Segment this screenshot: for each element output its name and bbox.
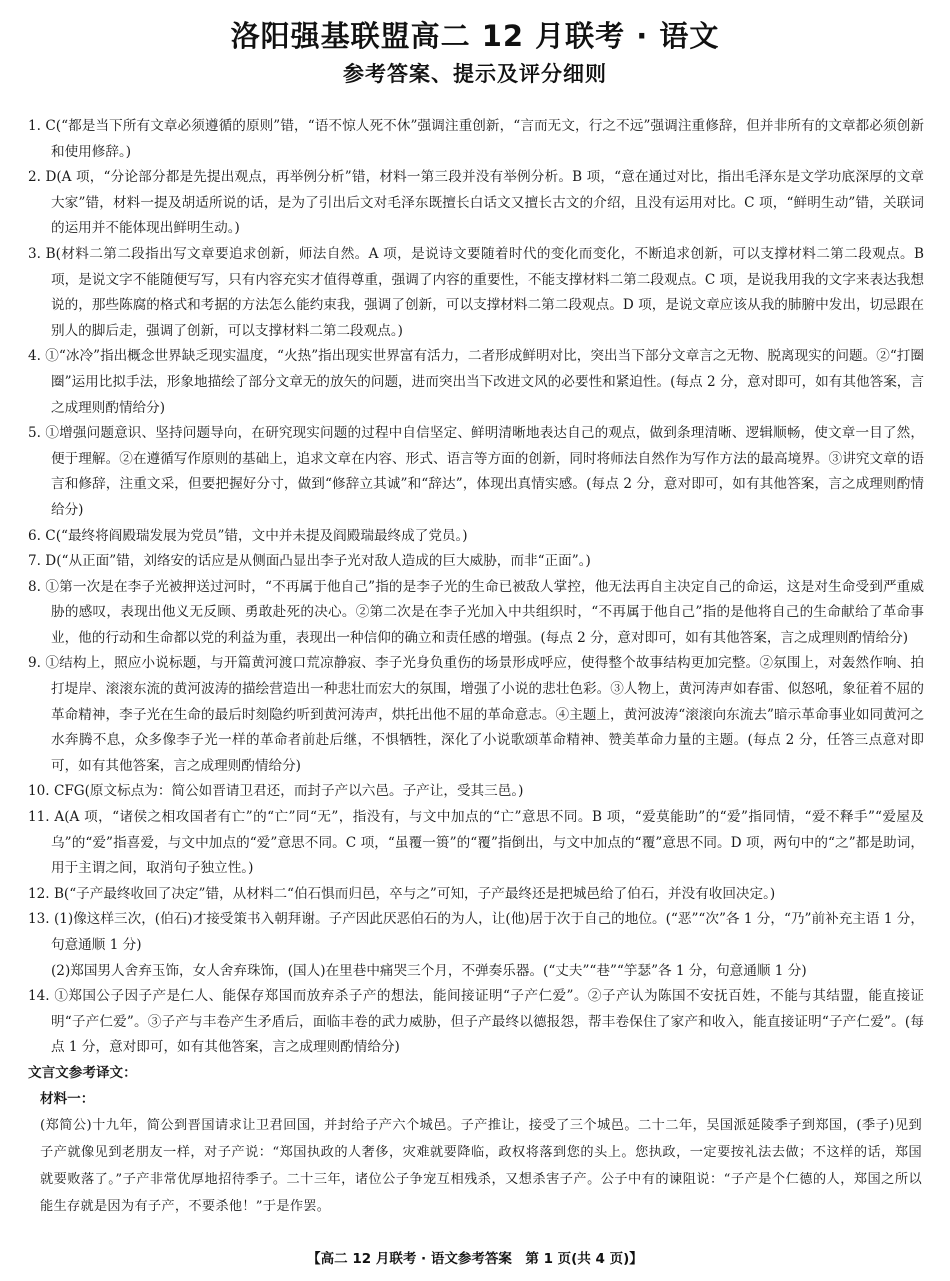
answer-item-9: 9. ①结构上，照应小说标题，与开篇黄河渡口荒凉静寂、李子光身负重伤的场景形成呼应，使得整个故事结构更加完整。②氛围上，对轰然作响、拍打堤岸、滚滚东流的黄河波涛的描绘营造出一种悲壮而宏大的氛围，增强了小说的悲壮色彩。③人物上，黄河涛声如春雷、似怒吼，象征着不屈的革命精神，李子光在生命的最后时刻隐约听到黄河涛声，烘托出他不屈的革命意志。④主题上，黄河波涛“滚滚向东流去”暗示革命事业如同黄河之水奔腾不息，众多像李子光一样的革命者前赴后继，不惧牺牲，深化了小说歌颂革命精神、赞美革命力量的主题。(每点 2 分，任答三点意对即可，如有其他答案，言之成理则酌情给分): [28, 655, 924, 774]
answer-item-12: 12. B(“子产最终收回了决定”错，从材料二“伯石惧而归邑，卒与之”可知，子产最终还是把城邑给了伯石，并没有收回决定。): [28, 885, 776, 902]
answer-content: [28, 114, 924, 1220]
answer-item-7: 7. D(“从正面”错，刘络安的话应是从侧面凸显出李子光对敌人造成的巨大威胁，而非“正面”。): [28, 553, 591, 570]
answer-item-8: 8. ①第一次是在李子光被押送过河时，“不再属于他自己”指的是李子光的生命已被敌人掌控，他无法再自主决定自己的命运，这是对生命受到严重威胁的感叹，表现出他义无反顾、勇敢赴死的决心。②第二次是在李子光加入中共组织时，“不再属于他自己”指的是他将自己的生命献给了革命事业，他的行动和生命都以党的利益为重，表现出一种信仰的确立和责任感的增强。(每点 2 分，意对即可，如有其他答案，言之成理则酌情给分): [28, 578, 924, 646]
page-title: 洛阳强基联盟高二 12 月联考 · 语文: [230, 19, 720, 53]
answer-item-2: 2. D(A 项，“分论部分都是先提出观点，再举例分析”错，材料一第三段并没有举例分析。B 项，“意在通过对比，指出毛泽东是文学功底深厚的文章大家”错，材料一提及胡适所说的话，是为了引出后文对毛泽东既擅长白话文又擅长古文的介绍，且没有运用对比。C 项，“鲜明生动”错，关联词的运用并不能体现出鲜明生动。): [28, 169, 924, 237]
answer-item-10: 10. CFG(原文标点为：简公如晋请卫君还，而封子产以六邑。子产让，受其三邑。): [28, 783, 524, 800]
answer-item-5: 5. ①增强问题意识、坚持问题导向，在研究现实问题的过程中自信坚定、鲜明清晰地表达自己的观点，做到条理清晰、逻辑顺畅，使文章一目了然，便于理解。②在遵循写作原则的基础上，追求文章在内容、形式、语言等方面的创新，同时将师法自然作为写作方法的最高境界。③讲究文章的语言和修辞，注重文采，但要把握好分寸，做到“修辞立其诚”和“辞达”，体现出真情实感。(每点 2 分，意对即可，如有其他答案，言之成理则酌情给分): [28, 425, 924, 518]
answer-item-11: 11. A(A 项，“诸侯之相攻国者有亡”的“亡”同“无”，指没有，与文中加点的“亡”意思不同。B 项，“爱莫能助”的“爱”指同情，“爱不释手”“爱屋及乌”的“爱”指喜爱，与文中加点的“爱”意思不同。C 项，“虽覆一篑”的“覆”指倒出，与文中加点的“覆”意思不同。D 项，两句中的“之”都是助词，用于主谓之间，取消句子独立性。): [28, 809, 924, 877]
page-subtitle: 参考答案、提示及评分细则: [343, 62, 607, 86]
answer-item-3: 3. B(材料二第二段指出写文章要追求创新，师法自然。A 项，是说诗文要随着时代的变化而变化，不断追求创新，可以支撑材料二第二段观点。B 项，是说文字不能随便写写，只有内容充实才值得尊重，强调了内容的重要性，不能支撑材料二第二段观点。C 项，是说我用我的文字来表达我想说的，那些陈腐的格式和考据的方法怎么能约束我，强调了创新，可以支撑材料二第二段观点。D 项，是说文章应该从我的肺腑中发出，切忌跟在别人的脚后走，强调了创新，可以支撑材料二第二段观点。): [28, 245, 924, 339]
answer-item-13-2: (2)郑国男人舍弃玉饰，女人舍弃珠饰，(国人)在里巷中痛哭三个月，不弹奏乐器。(“丈夫”“巷”“竽瑟”各 1 分，句意通顺 1 分): [51, 962, 807, 979]
answer-item-14: 14. ①郑国公子因子产是仁人、能保存郑国而放弃杀子产的想法，能间接证明“子产仁爱”。②子产认为陈国不安抚百姓，不能与其结盟，能直接证明“子产仁爱”。③子产与丰卷产生矛盾后，面临丰卷的武力威胁，但子产最终以德报怨，帮丰卷保住了家产和收入，能直接证明“子产仁爱”。(每点 1 分，意对即可，如有其他答案，言之成理则酌情给分): [28, 988, 924, 1056]
answer-item-4: 4. ①“冰冷”指出概念世界缺乏现实温度，“火热”指出现实世界富有活力，二者形成鲜明对比，突出当下部分文章言之无物、脱离现实的问题。②“打圈圈”运用比拟手法，形象地描绘了部分文章无的放矢的问题，进而突出当下改进文风的必要性和紧迫性。(每点 2 分，意对即可，如有其他答案，言之成理则酌情给分): [28, 348, 924, 416]
translation-heading: 文言文参考译文：: [28, 1064, 137, 1081]
answer-item-6: 6. C(“最终将阎殿瑞发展为党员”错，文中并未提及阎殿瑞最终成了党员。): [28, 527, 468, 544]
page-footer: 【高二 12 月联考 · 语文参考答案 第 1 页(共 4 页)】: [307, 1251, 643, 1267]
answer-item-13-1: 13. (1)像这样三次，(伯石)才接受策书入朝拜谢。子产因此厌恶伯石的为人，让(他)居于次于自己的地位。(“恶”“次”各 1 分，“乃”前补充主语 1 分，句意通顺 1 分): [28, 911, 924, 953]
translation-text: (郑简公)十九年，简公到晋国请求让卫君回国，并封给子产六个城邑。子产推让，接受了三个城邑。二十二年，吴国派延陵季子到郑国，(季子)见到子产就像见到老朋友一样，对子产说：“郑国执政的人奢侈，灾难就要降临，政权将落到您的头上。您执政，一定要按礼法去做；不这样的话，郑国就要败落了。”子产非常优厚地招待季子。二十三年，诸位公子争宠互相残杀，又想杀害子产。公子中有的谏阻说：“子产是个仁德的人，郑国之所以能生存就是因为有子产，不要杀他！”于是作罢。: [40, 1118, 922, 1215]
answer-item-1: 1. C(“都是当下所有文章必须遵循的原则”错，“语不惊人死不休”强调注重创新，“言而无文，行之不远”强调注重修辞，但并非所有的文章都必须创新和使用修辞。): [28, 118, 924, 160]
material-one-label: 材料一：: [40, 1090, 95, 1107]
